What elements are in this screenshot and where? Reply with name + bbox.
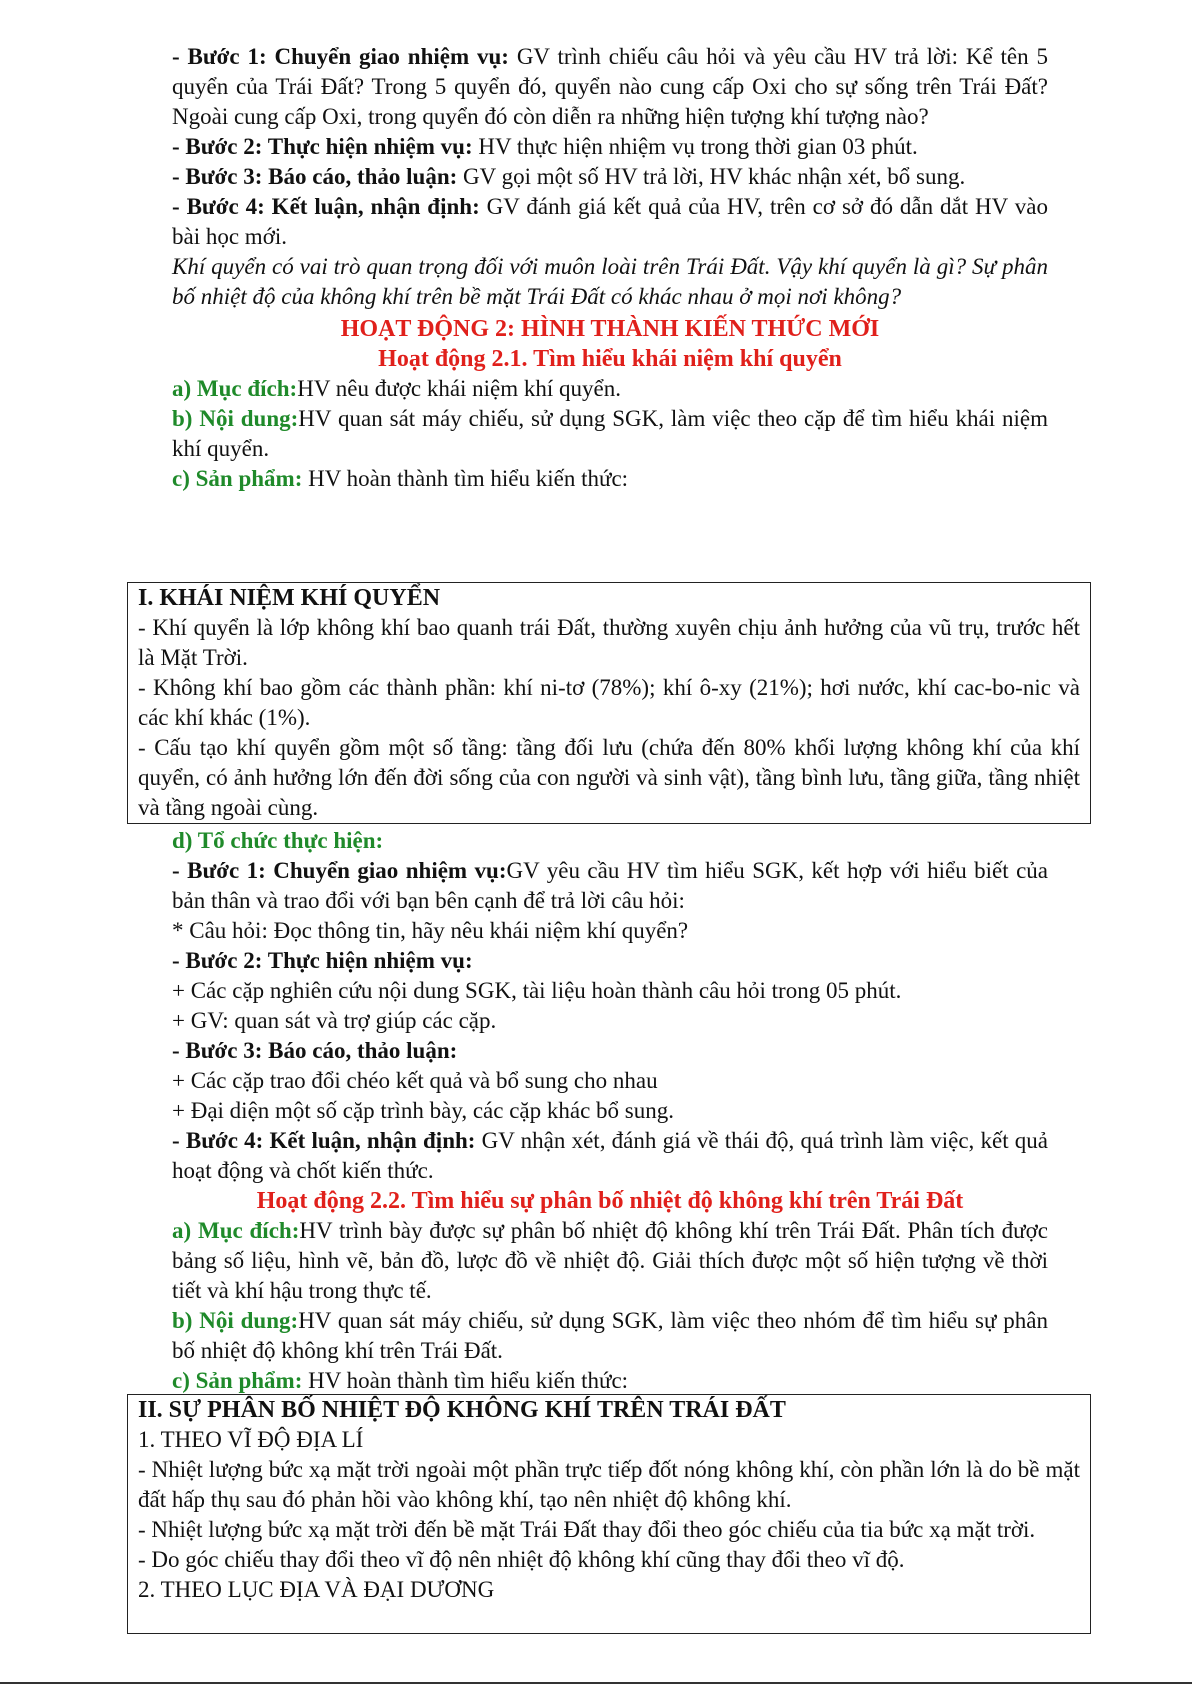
box2-title: II. SỰ PHÂN BỐ NHIỆT ĐỘ KHÔNG KHÍ TRÊN TRÁI ĐẤT: [138, 1397, 786, 1423]
p2-step1-label: - Bước 1: Chuyển giao nhiệm vụ:: [172, 858, 507, 883]
intro-section: [172, 42, 1048, 494]
content-paragraph: [172, 404, 1048, 464]
p2-step2-label: - Bước 2: Thực hiện nhiệm vụ:: [172, 948, 473, 973]
a22-content-label: b) Nội dung:: [172, 1308, 299, 1333]
box2-sub2: 2. THEO LỤC ĐỊA VÀ ĐẠI DƯƠNG: [138, 1577, 495, 1602]
p2-step4-text: GV nhận xét, đánh giá về thái độ, quá trình làm việc, kết quả hoạt động và chốt kiến thức.: [172, 1128, 1049, 1183]
p2-step1-text: GV yêu cầu HV tìm hiểu SGK, kết hợp với hiểu biết của bản thân và trao đổi với bạn bên cạnh để trả lời câu hỏi:: [172, 858, 1048, 913]
purpose-label: a) Mục đích:: [172, 376, 298, 401]
a22-content-text: HV quan sát máy chiếu, sử dụng SGK, làm việc theo nhóm để tìm hiểu sự phân bố nhiệt độ không khí trên Trái Đất.: [172, 1308, 1048, 1363]
p2-step3-b: + Đại diện một số cặp trình bày, các cặp khác bổ sung.: [172, 1098, 674, 1123]
box2-line2: - Nhiệt lượng bức xạ mặt trời đến bề mặt Trái Đất thay đổi theo góc chiếu của tia bức xạ mặt trời.: [138, 1517, 1036, 1542]
step3-label: - Bước 3: Báo cáo, thảo luận:: [172, 164, 458, 189]
p2-step3-a: + Các cặp trao đổi chéo kết quả và bổ sung cho nhau: [172, 1068, 658, 1093]
p2-step4-paragraph: [172, 1126, 1048, 1186]
box2-sub1: 1. THEO VĨ ĐỘ ĐỊA LÍ: [138, 1427, 364, 1452]
product-text: HV hoàn thành tìm hiểu kiến thức:: [302, 466, 629, 491]
a22-product-paragraph: [172, 1366, 1048, 1396]
box2-line3: - Do góc chiếu thay đổi theo vĩ độ nên nhiệt độ không khí cũng thay đổi theo vĩ độ.: [138, 1547, 905, 1572]
a22-purpose-label: a) Mục đích:: [172, 1218, 300, 1243]
p2-step1-paragraph: [172, 856, 1048, 916]
step1-label: - Bước 1: Chuyển giao nhiệm vụ:: [172, 44, 509, 69]
p2-step4-label: - Bước 4: Kết luận, nhận định:: [172, 1128, 476, 1153]
step3-paragraph: [172, 162, 1048, 192]
content-label: b) Nội dung:: [172, 406, 299, 431]
atmosphere-concept-box: [127, 582, 1091, 824]
p2-step2-a: + Các cặp nghiên cứu nội dung SGK, tài liệu hoàn thành câu hỏi trong 05 phút.: [172, 978, 902, 1003]
intro-italic-paragraph: Khí quyển có vai trò quan trọng đối với muôn loài trên Trái Đất. Vậy khí quyển là gì? Sự phân bố nhiệt độ của không khí trên bề mặt Trái Đất có khác nhau ở mọi nơi không?: [172, 254, 1048, 309]
purpose-text: HV nêu được khái niệm khí quyển.: [297, 376, 622, 401]
step4-text: GV đánh giá kết quả của HV, trên cơ sở đó dẫn dắt HV vào bài học mới.: [172, 194, 1048, 249]
question-line: * Câu hỏi: Đọc thông tin, hãy nêu khái niệm khí quyển?: [172, 918, 689, 943]
box1-line3: - Cấu tạo khí quyển gồm một số tầng: tầng đối lưu (chứa đến 80% khối lượng không khí của khí quyển, có ảnh hưởng lớn đến đời sống của con người và sinh vật), tầng bình lưu, tầng giữa, tầng nhiệt và tầng ngoài cùng.: [138, 735, 1080, 820]
a22-purpose-text: HV trình bày được sự phân bố nhiệt độ không khí trên Trái Đất. Phân tích được bảng số liệu, hình vẽ, bản đồ, lược đồ về nhiệt độ. Giải thích được một số hiện tượng về thời tiết và khí hậu trong thực tế.: [172, 1218, 1049, 1303]
product-paragraph: [172, 464, 1048, 494]
a22-content-paragraph: [172, 1306, 1048, 1366]
activity2-heading: HOẠT ĐỘNG 2: HÌNH THÀNH KIẾN THỨC MỚI: [340, 316, 880, 342]
activity22-heading: Hoạt động 2.2. Tìm hiểu sự phân bố nhiệt độ không khí trên Trái Đất: [256, 1188, 964, 1214]
page-bottom-divider: [0, 1682, 1192, 1684]
organization-label: d) Tổ chức thực hiện:: [172, 828, 384, 853]
a22-purpose-paragraph: [172, 1216, 1048, 1306]
step4-label: - Bước 4: Kết luận, nhận định:: [172, 194, 480, 219]
box1-line1: - Khí quyển là lớp không khí bao quanh trái Đất, thường xuyên chịu ảnh hưởng của vũ trụ, trước hết là Mặt Trời.: [138, 615, 1080, 670]
step2-text: HV thực hiện nhiệm vụ trong thời gian 03 phút.: [472, 134, 918, 159]
box2-line1: - Nhiệt lượng bức xạ mặt trời ngoài một phần trực tiếp đốt nóng không khí, còn phần lớn là do bề mặt đất hấp thụ sau đó phản hồi vào không khí, tạo nên nhiệt độ không khí.: [138, 1457, 1080, 1512]
step1-paragraph: [172, 42, 1048, 132]
step3-text: GV gọi một số HV trả lời, HV khác nhận xét, bổ sung.: [457, 164, 966, 189]
step1-text: GV trình chiếu câu hỏi và yêu cầu HV trả lời: Kể tên 5 quyển của Trái Đất? Trong 5 quyển đó, quyển nào cung cấp Oxi cho sự sống trên Trái Đất? Ngoài cung cấp Oxi, trong quyển đó còn diễn ra những hiện tượng khí tượng nào?: [172, 44, 1048, 129]
p2-step3-label: - Bước 3: Báo cáo, thảo luận:: [172, 1038, 458, 1063]
purpose-paragraph: [172, 374, 1048, 404]
content-text: HV quan sát máy chiếu, sử dụng SGK, làm việc theo cặp để tìm hiểu khái niệm khí quyển.: [172, 406, 1048, 461]
p2-step2-b: + GV: quan sát và trợ giúp các cặp.: [172, 1008, 497, 1033]
temperature-distribution-box: [127, 1394, 1091, 1634]
a22-product-label: c) Sản phẩm:: [172, 1368, 303, 1393]
step4-paragraph: [172, 192, 1048, 252]
step2-paragraph: [172, 132, 1048, 162]
product-label: c) Sản phẩm:: [172, 466, 303, 491]
organization-section: [172, 826, 1048, 1396]
a22-product-text: HV hoàn thành tìm hiểu kiến thức:: [302, 1368, 629, 1393]
box1-title: I. KHÁI NIỆM KHÍ QUYỂN: [138, 585, 441, 611]
step2-label: - Bước 2: Thực hiện nhiệm vụ:: [172, 134, 473, 159]
activity21-heading: Hoạt động 2.1. Tìm hiểu khái niệm khí quyển: [378, 346, 842, 372]
box1-line2: - Không khí bao gồm các thành phần: khí ni-tơ (78%); khí ô-xy (21%); hơi nước, khí cac-bo-nic và các khí khác (1%).: [138, 675, 1080, 730]
